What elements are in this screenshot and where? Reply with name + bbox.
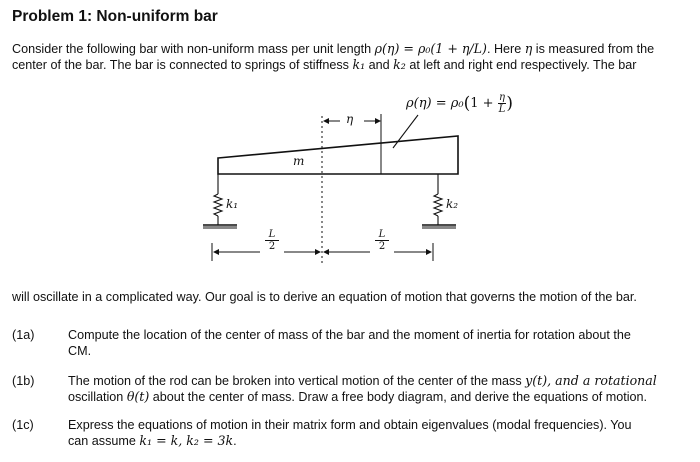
question-text-line: .: [233, 434, 237, 448]
question-text: [68, 373, 692, 405]
intro-text: is measured from the: [532, 42, 655, 56]
spring-k1-icon: [214, 194, 222, 216]
paren-open: (: [463, 93, 471, 114]
right-ground-hatch: [422, 226, 456, 229]
dim-arrowhead: [315, 249, 321, 255]
bar-body: [218, 136, 458, 174]
k1-symbol: k₁: [352, 57, 366, 72]
continuation-text: will oscillate in a complicated way. Our goal is to derive an equation of motion that governs the motion of the bar.: [12, 290, 637, 304]
problem-title: Problem 1: Non-uniform bar: [12, 8, 218, 25]
paren-close: ): [506, 93, 513, 114]
formula-lhs: ρ(η) = ρ₀: [406, 96, 464, 111]
bar-figure: [190, 88, 513, 278]
k2-symbol: k₂: [393, 57, 406, 72]
density-pointer: [393, 115, 418, 148]
half-length-left: [265, 229, 279, 252]
eta-arrowhead-right: [375, 118, 381, 124]
question-text-line: about the center of mass. Draw a free body diagram, and derive the equations of motion.: [149, 390, 648, 404]
eta-arrowhead-left: [323, 118, 329, 124]
half-length-num: L: [265, 229, 279, 241]
spring-k2-icon: [434, 194, 442, 216]
half-length-num: L: [375, 229, 389, 241]
dim-arrowhead: [213, 249, 219, 255]
stiffness-assumption: k₁ = k, k₂ = 3k: [139, 433, 234, 448]
intro-text: and: [365, 58, 394, 72]
density-formula: [406, 92, 513, 115]
question-text-line: CM.: [68, 344, 92, 358]
mass-label: m: [293, 154, 305, 168]
intro-line-1: [12, 41, 692, 57]
formula-frac-den: L: [498, 104, 506, 115]
k2-label: k₂: [446, 197, 459, 211]
half-length-den: 2: [268, 241, 276, 252]
question-text-line: Compute the location of the center of mass of the bar and the moment of inertia for rotation about the: [68, 328, 631, 342]
question-tag: (1c): [12, 418, 34, 432]
dim-arrowhead: [323, 249, 329, 255]
intro-text: . Here: [486, 42, 525, 56]
k1-label: k₁: [226, 197, 239, 211]
intro-text: center of the bar. The bar is connected to springs of stiffness: [12, 58, 353, 72]
dim-arrowhead: [426, 249, 432, 255]
question-1b: [12, 373, 692, 407]
problem-intro: [12, 41, 692, 73]
half-length-den: 2: [378, 241, 386, 252]
density-expression: ρ(η) = ρ₀(1 + η/L): [374, 41, 487, 56]
question-text-line: oscillation: [68, 390, 127, 404]
question-text-line: can assume: [68, 434, 140, 448]
y-of-t: y(t): [525, 373, 548, 388]
intro-line-2: [12, 57, 692, 73]
question-text: [68, 327, 692, 359]
half-length-right: [375, 229, 389, 252]
theta-of-t: θ(t): [126, 389, 150, 404]
eta-symbol: η: [524, 41, 533, 56]
question-1c: [12, 417, 692, 451]
question-text-line: , and a rotational: [547, 373, 657, 388]
question-1a: [12, 327, 692, 361]
formula-frac-num: η: [498, 92, 505, 103]
eta-label: η: [346, 112, 354, 126]
question-tag: (1a): [12, 328, 35, 342]
question-text-line: Express the equations of motion in their matrix form and obtain eigenvalues (modal frequencies). You: [68, 418, 632, 432]
question-tag: (1b): [12, 374, 35, 388]
left-ground-hatch: [203, 226, 237, 229]
intro-text: at left and right end respectively. The bar: [405, 58, 637, 72]
question-text-line: The motion of the rod can be broken into vertical motion of the center of the mass: [68, 374, 526, 388]
intro-text: Consider the following bar with non-uniform mass per unit length: [12, 42, 375, 56]
formula-one-plus: 1 +: [470, 96, 494, 111]
question-text: [68, 417, 692, 449]
